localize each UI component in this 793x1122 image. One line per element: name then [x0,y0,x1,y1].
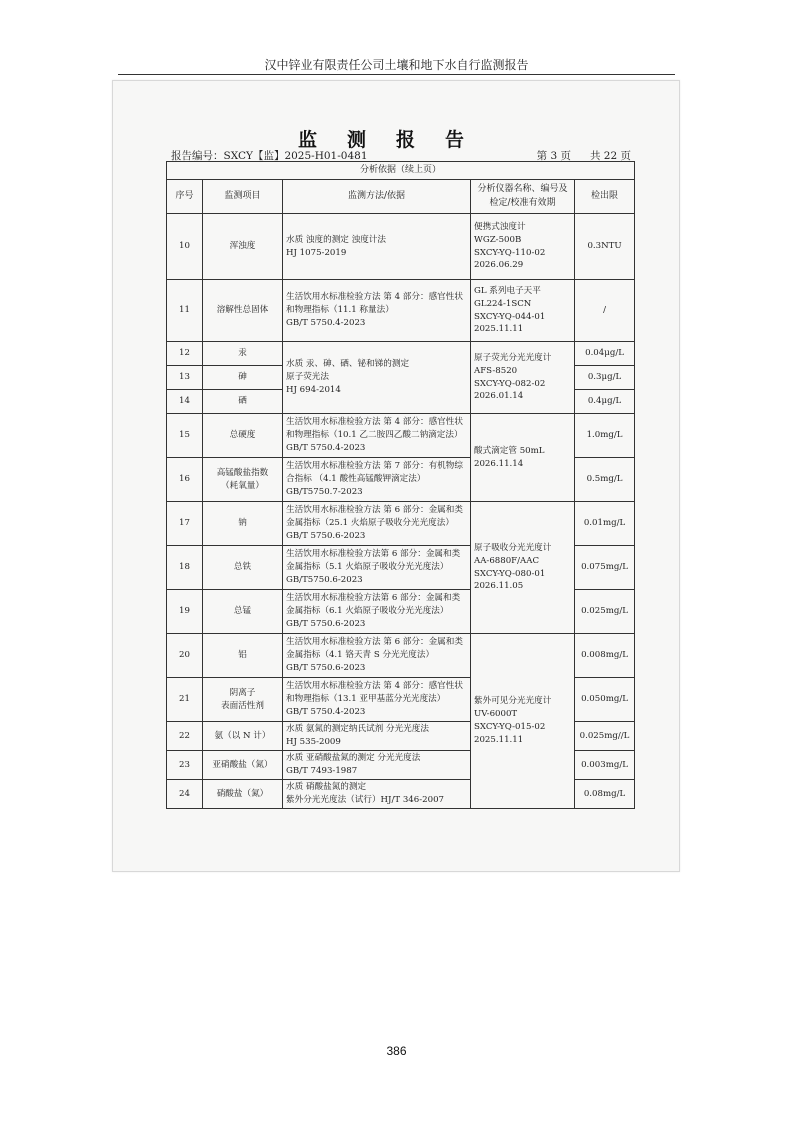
table-row [167,214,635,280]
detection-limit: 0.075mg/L [575,546,635,590]
detection-limit: 0.003mg/L [575,751,635,780]
item-line: 阴离子 [229,687,256,698]
detection-limit: 0.01mg/L [575,502,635,546]
row-number: 24 [167,780,203,809]
row-number: 14 [167,390,203,414]
item-line: 高锰酸盐指数 [216,467,269,478]
method-line: GB/T 5750.6-2023 [286,662,366,673]
method-line: 原子荧光法 [286,372,329,383]
method-cell [283,780,471,809]
method-line: GB/T 5750.4-2023 [286,317,366,328]
method-cell [283,214,471,280]
row-number: 15 [167,414,203,458]
monitoring-item: 浑浊度 [203,214,283,280]
instrument-line: SXCY-YQ-044-01 [474,311,546,322]
instrument-line: 酸式滴定管 50mL [474,445,545,456]
method-cell: 生活饮用水标准检验方法 第 6 部分：金属和类金属指标（25.1 火焰原子吸收分光光度法）GB/T 5750.6-2023 [283,502,471,546]
instrument-line: SXCY-YQ-110-02 [474,247,546,258]
instrument-line: AFS-8520 [474,365,518,376]
header-rule [118,74,675,75]
instrument-cell [471,502,575,634]
method-cell: 生活饮用水标准检验方法第 6 部分：金属和类金属指标（5.1 火焰原子吸收分光光度法）GB/T5750.6-2023 [283,546,471,590]
detection-limit: / [575,280,635,342]
detection-limit: 0.4μg/L [575,390,635,414]
instrument-cell [471,634,575,809]
instrument-line: 便携式浊度计 [474,221,526,232]
instrument-line: 2025.11.11 [474,324,524,335]
instrument-line: GL 系列电子天平 [474,285,541,296]
row-number: 16 [167,458,203,502]
row-number: 12 [167,342,203,366]
report-meta [171,148,631,162]
instrument-cell [471,342,575,414]
method-line: 水质 氨氮的测定纳氏试剂 分光光度法 [286,724,429,735]
method-cell [283,342,471,414]
table-row [167,342,635,366]
method-line: 水质 硝酸盐氮的测定 [286,782,367,793]
row-number: 10 [167,214,203,280]
column-header: 检出限 [575,180,635,214]
report-title: 监测报告 [297,129,494,151]
document-header: 汉中锌业有限责任公司土壤和地下水自行监测报告 [264,58,529,72]
method-cell: 生活饮用水标准检验方法 第 4 部分：感官性状和物理指标（10.1 乙二胺四乙酸二钠滴定法）GB/T 5750.4-2023 [283,414,471,458]
instrument-line: 2025.11.11 [474,734,524,745]
row-number: 23 [167,751,203,780]
page-indicator: 第 3 页 [536,150,571,162]
row-number: 18 [167,546,203,590]
row-number: 11 [167,280,203,342]
method-line: 生活饮用水标准检验方法 第 4 部分：感官性状和物理指标（11.1 称量法） [286,292,463,316]
detection-limit: 0.025mg/L [575,590,635,634]
column-header: 监测方法/依据 [283,180,471,214]
monitoring-item: 氨（以 N 计） [203,722,283,751]
instrument-line: 原子吸收分光光度计 [474,542,552,553]
instrument-line: 2026.06.29 [474,260,524,271]
analysis-basis-table [166,161,635,809]
page-number: 386 [386,1044,407,1058]
detection-limit: 0.04μg/L [575,342,635,366]
monitoring-item: 钠 [203,502,283,546]
method-line: 水质 浊度的测定 浊度计法 [286,234,386,245]
instrument-line: SXCY-YQ-082-02 [474,378,546,389]
row-number: 13 [167,366,203,390]
instrument-line: 原子荧光分光光度计 [474,352,552,363]
monitoring-item: 总铁 [203,546,283,590]
instrument-cell [471,280,575,342]
detection-limit: 0.3NTU [575,214,635,280]
monitoring-item: 亚硝酸盐（氮） [203,751,283,780]
report-number: 报告编号：SXCY【监】2025-H01-0481 [171,150,368,162]
monitoring-item: 硒 [203,390,283,414]
method-cell [283,751,471,780]
scanned-report-page [112,80,680,872]
table-row [167,280,635,342]
method-cell [283,280,471,342]
instrument-line: 2026.01.14 [474,391,524,402]
method-line: HJ 535-2009 [286,737,341,747]
detection-limit: 0.5mg/L [575,458,635,502]
instrument-cell [471,214,575,280]
instrument-line: 紫外可见分光光度计 [474,696,552,707]
detection-limit: 0.008mg/L [575,634,635,678]
monitoring-item: 汞 [203,342,283,366]
row-number: 22 [167,722,203,751]
method-line: 水质 亚硝酸盐氮的测定 分光光度法 [286,753,421,764]
detection-limit: 0.050mg/L [575,678,635,722]
monitoring-item: 总硬度 [203,414,283,458]
row-number: 20 [167,634,203,678]
total-pages: 共 22 页 [589,150,631,162]
instrument-line: UV-6000T [474,709,518,720]
row-number: 19 [167,590,203,634]
method-line: GB/T5750.7-2023 [286,486,363,497]
column-header: 分析仪器名称、编号及检定/校准有效期 [471,180,575,214]
row-number: 17 [167,502,203,546]
method-line: GB/T 7493-1987 [286,766,358,776]
method-cell [283,458,471,502]
instrument-line: AA-6880F/AAC [474,555,540,566]
instrument-line: SXCY-YQ-080-01 [474,568,546,579]
detection-limit: 0.08mg/L [575,780,635,809]
row-number: 21 [167,678,203,722]
method-line: 水质 汞、砷、硒、铋和锑的测定 [286,359,410,370]
instrument-cell [471,414,575,502]
monitoring-item: 溶解性总固体 [203,280,283,342]
method-cell [283,634,471,678]
detection-limit: 0.3μg/L [575,366,635,390]
column-header: 监测项目 [203,180,283,214]
item-line: 表面活性剂 [221,700,264,711]
method-cell: 生活饮用水标准检验方法 第 4 部分：感官性状和物理指标（13.1 亚甲基蓝分光光度法）GB/T 5750.4-2023 [283,678,471,722]
instrument-line: SXCY-YQ-015-02 [474,722,546,732]
table-subtitle: 分析依据（续上页） [167,162,635,180]
method-line: 生活饮用水标准检验方法 第 7 部分：有机物综合指标 （4.1 酸性高锰酸钾滴定法） [286,461,463,485]
monitoring-item: 总锰 [203,590,283,634]
column-header: 序号 [167,180,203,214]
table-subtitle-row [167,162,635,180]
table-header-row [167,180,635,214]
method-line: 紫外分光光度法（试行）HJ/T 346-2007 [286,795,445,805]
table-row [167,634,635,678]
method-line: HJ 1075-2019 [286,247,347,258]
method-line: HJ 694-2014 [286,384,341,395]
instrument-line: GL224-1SCN [474,298,532,309]
table-row [167,414,635,458]
method-cell: 生活饮用水标准检验方法第 6 部分：金属和类金属指标（6.1 火焰原子吸收分光光度法）GB/T 5750.6-2023 [283,590,471,634]
monitoring-item: 硝酸盐（氮） [203,780,283,809]
method-line: 生活饮用水标准检验方法 第 6 部分：金属和类金属指标（4.1 铬天青 S 分光光度法） [286,637,463,661]
instrument-line: 2026.11.05 [474,581,524,592]
detection-limit: 1.0mg/L [575,414,635,458]
instrument-line: WGZ-500B [474,234,522,245]
monitoring-item: 砷 [203,366,283,390]
instrument-line: 2026.11.14 [474,458,524,469]
item-line: （耗氧量） [221,480,264,491]
monitoring-item [203,678,283,722]
method-cell [283,722,471,751]
monitoring-item [203,458,283,502]
table-row [167,502,635,546]
detection-limit: 0.025mg//L [575,722,635,751]
monitoring-item: 铝 [203,634,283,678]
